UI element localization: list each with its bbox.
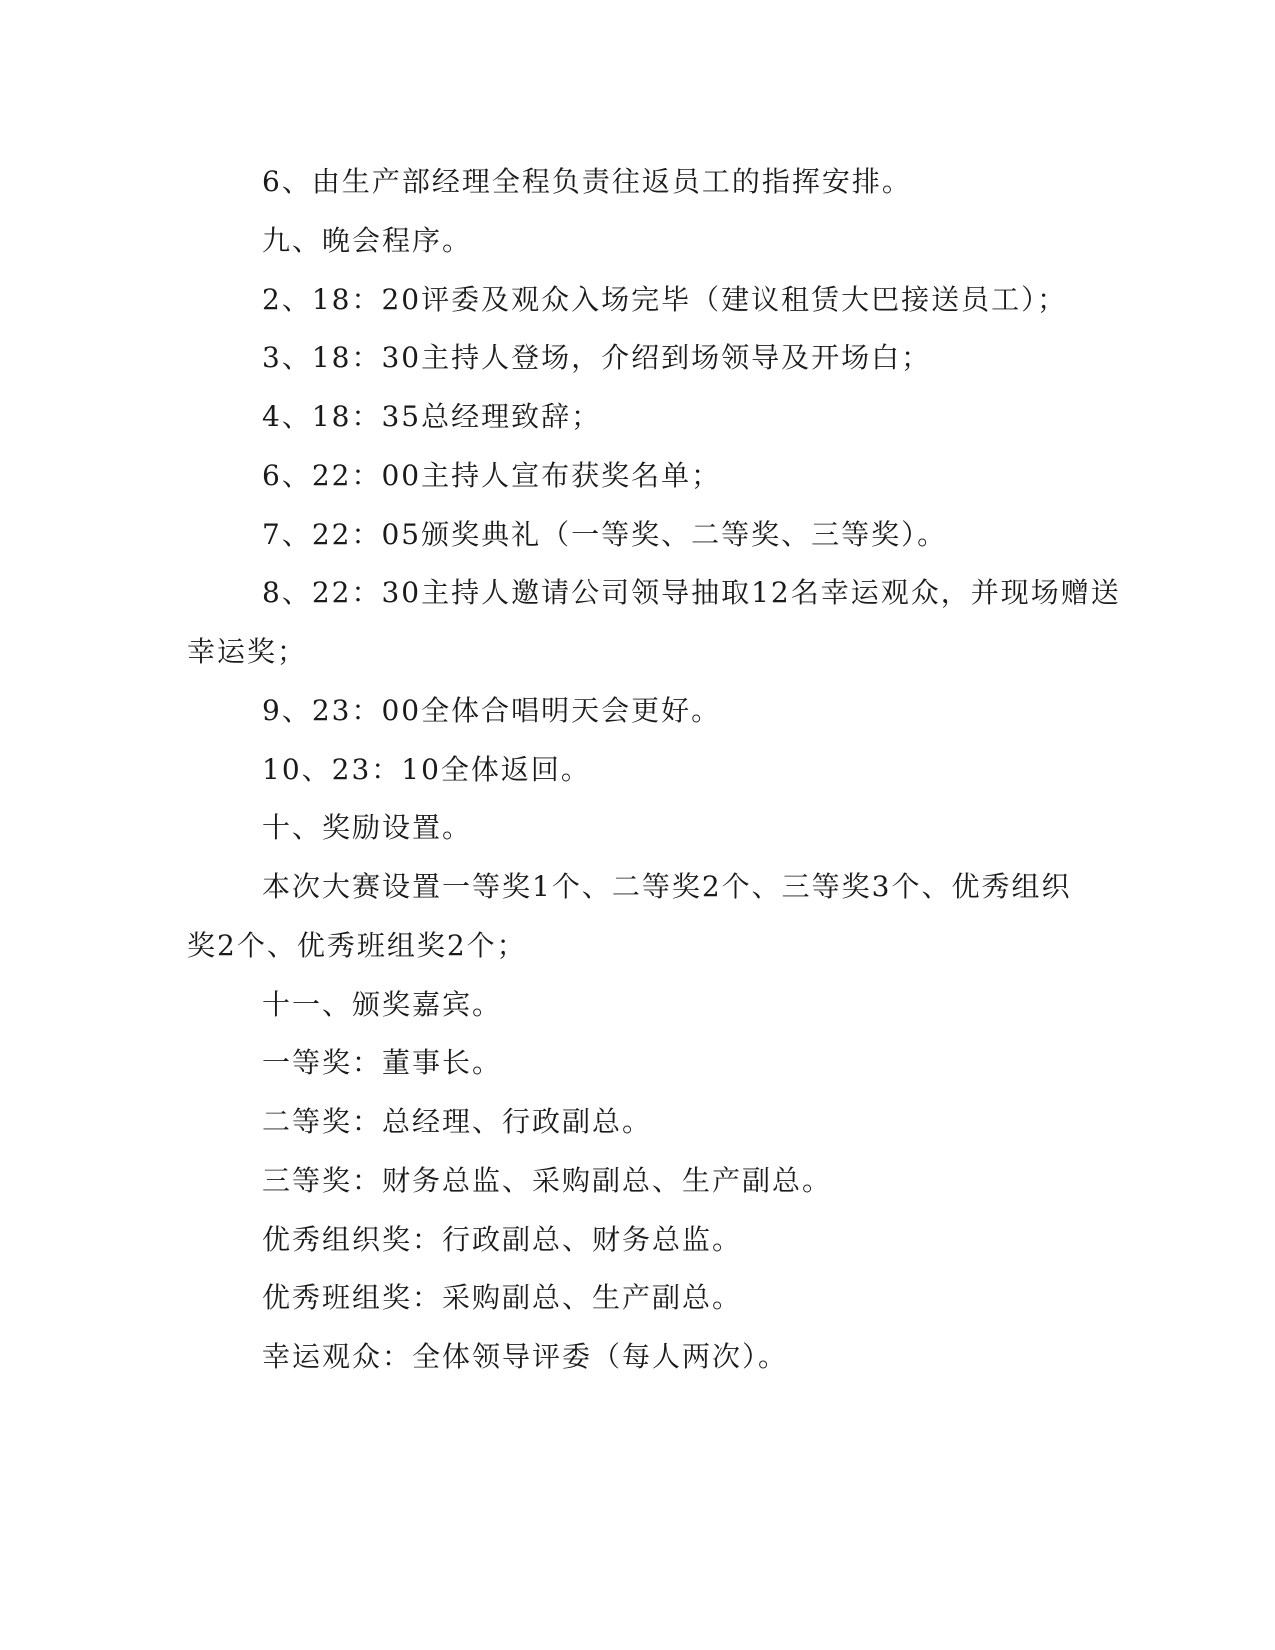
heading-gala-program: 九、晚会程序。 bbox=[262, 224, 473, 257]
paragraph-commute-manager: 6、由生产部经理全程负责往返员工的指挥安排。 bbox=[262, 165, 912, 198]
program-item-2: 2、18：20评委及观众入场完毕（建议租赁大巴接送员工）； bbox=[262, 283, 1068, 316]
presenter-organization-award: 优秀组织奖：行政副总、财务总监。 bbox=[262, 1223, 743, 1256]
program-item-9: 9、23：00全体合唱明天会更好。 bbox=[262, 694, 722, 727]
paragraph-award-counts: 本次大赛设置一等奖1个、二等奖2个、三等奖3个、优秀组织 bbox=[262, 870, 1072, 903]
program-item-10: 10、23：10全体返回。 bbox=[262, 753, 591, 786]
paragraph-award-counts-continued: 奖2个、优秀班组奖2个； bbox=[187, 929, 527, 962]
program-item-6: 6、22：00主持人宣布获奖名单； bbox=[262, 459, 722, 492]
presenter-first-prize: 一等奖：董事长。 bbox=[262, 1046, 503, 1079]
presenter-second-prize: 二等奖：总经理、行政副总。 bbox=[262, 1105, 653, 1138]
program-item-8: 8、22：30主持人邀请公司领导抽取12名幸运观众，并现场赠送 bbox=[262, 576, 1121, 609]
program-item-7: 7、22：05颁奖典礼（一等奖、二等奖、三等奖）。 bbox=[262, 518, 948, 551]
heading-award-settings: 十、奖励设置。 bbox=[262, 811, 473, 844]
heading-award-presenters: 十一、颁奖嘉宾。 bbox=[262, 988, 503, 1021]
presenter-third-prize: 三等奖：财务总监、采购副总、生产副总。 bbox=[262, 1164, 833, 1197]
program-item-3: 3、18：30主持人登场，介绍到场领导及开场白； bbox=[262, 341, 932, 374]
program-item-8-continued: 幸运奖； bbox=[187, 635, 308, 668]
program-item-4: 4、18：35总经理致辞； bbox=[262, 400, 602, 433]
presenter-lucky-audience: 幸运观众：全体领导评委（每人两次）。 bbox=[262, 1340, 789, 1373]
presenter-team-award: 优秀班组奖：采购副总、生产副总。 bbox=[262, 1281, 743, 1314]
